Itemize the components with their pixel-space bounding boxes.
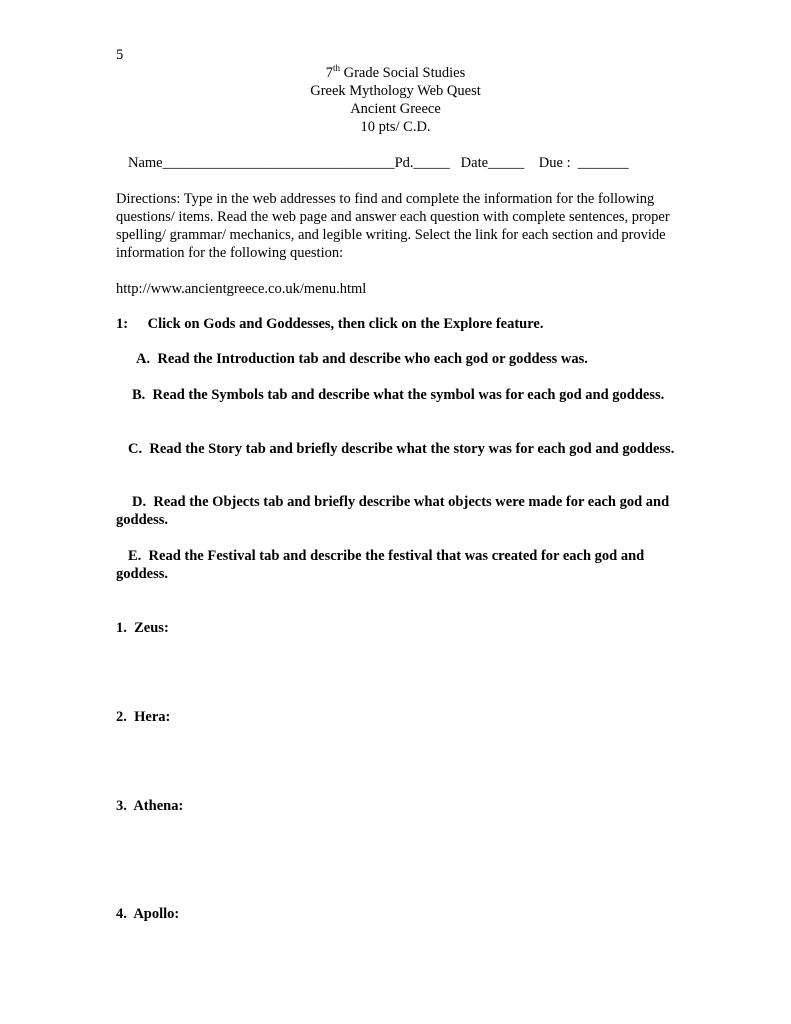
- god-item-name: Apollo:: [133, 906, 180, 922]
- subquestion-c-text: Read the Story tab and briefly describe what the story was for each god and goddess.: [149, 441, 675, 457]
- worksheet-header: [0, 64, 791, 136]
- god-item-number: 3.: [116, 798, 127, 814]
- god-item-hera: [116, 708, 676, 726]
- question-1-number: 1:: [116, 316, 129, 332]
- grade-course: Grade Social Studies: [340, 65, 466, 81]
- god-item-number: 2.: [116, 709, 127, 725]
- subquestion-b-label: B.: [132, 387, 146, 403]
- page-number: 5: [116, 47, 124, 63]
- grade-number: 7: [325, 65, 333, 81]
- god-item-athena: [116, 797, 676, 815]
- header-title: Greek Mythology Web Quest: [310, 83, 481, 99]
- header-grade-line: [0, 64, 791, 82]
- question-1-text: Click on Gods and Goddesses, then click on the Explore feature.: [147, 316, 544, 332]
- subquestion-e-label: E.: [128, 548, 142, 564]
- god-item-number: 1.: [116, 620, 127, 636]
- god-item-apollo: [116, 905, 676, 923]
- god-item-name: Zeus:: [134, 620, 169, 636]
- subquestion-a-text: Read the Introduction tab and describe who each god or goddess was.: [157, 351, 588, 367]
- god-item-name: Hera:: [134, 709, 171, 725]
- subquestion-a: [116, 350, 696, 368]
- subquestion-e-text: Read the Festival tab and describe the festival that was created for each god and goddess.: [116, 548, 645, 582]
- subquestion-b: [116, 386, 676, 404]
- header-points: 10 pts/ C.D.: [360, 119, 431, 135]
- subquestion-b-text: Read the Symbols tab and describe what the symbol was for each god and goddess.: [152, 387, 665, 403]
- web-address: http://www.ancientgreece.co.uk/menu.html: [116, 281, 367, 297]
- question-1: [116, 315, 676, 333]
- god-item-name: Athena:: [133, 798, 184, 814]
- header-subtitle: Ancient Greece: [350, 101, 441, 117]
- god-item-zeus: [116, 619, 676, 637]
- name-pd-date-line: Name________________________________Pd._____ Date_____ Due : _______: [128, 155, 629, 171]
- subquestion-d-text: Read the Objects tab and briefly describe what objects were made for each god and goddess.: [116, 494, 670, 528]
- directions-paragraph: Directions: Type in the web addresses to find and complete the information for the following questions/ items. Read the web page and answer each question with complete sentences, proper spelling/ grammar/ mechanics, and legible writing. Select the link for each section and provide information for the following question:: [116, 191, 670, 261]
- subquestion-c: [116, 440, 676, 458]
- subquestion-d-label: D.: [132, 494, 147, 510]
- subquestion-c-label: C.: [128, 441, 143, 457]
- god-item-number: 4.: [116, 906, 127, 922]
- subquestion-e: [116, 547, 676, 583]
- grade-suffix: th: [332, 63, 340, 74]
- subquestion-d: [116, 493, 676, 529]
- subquestion-a-label: A.: [136, 351, 151, 367]
